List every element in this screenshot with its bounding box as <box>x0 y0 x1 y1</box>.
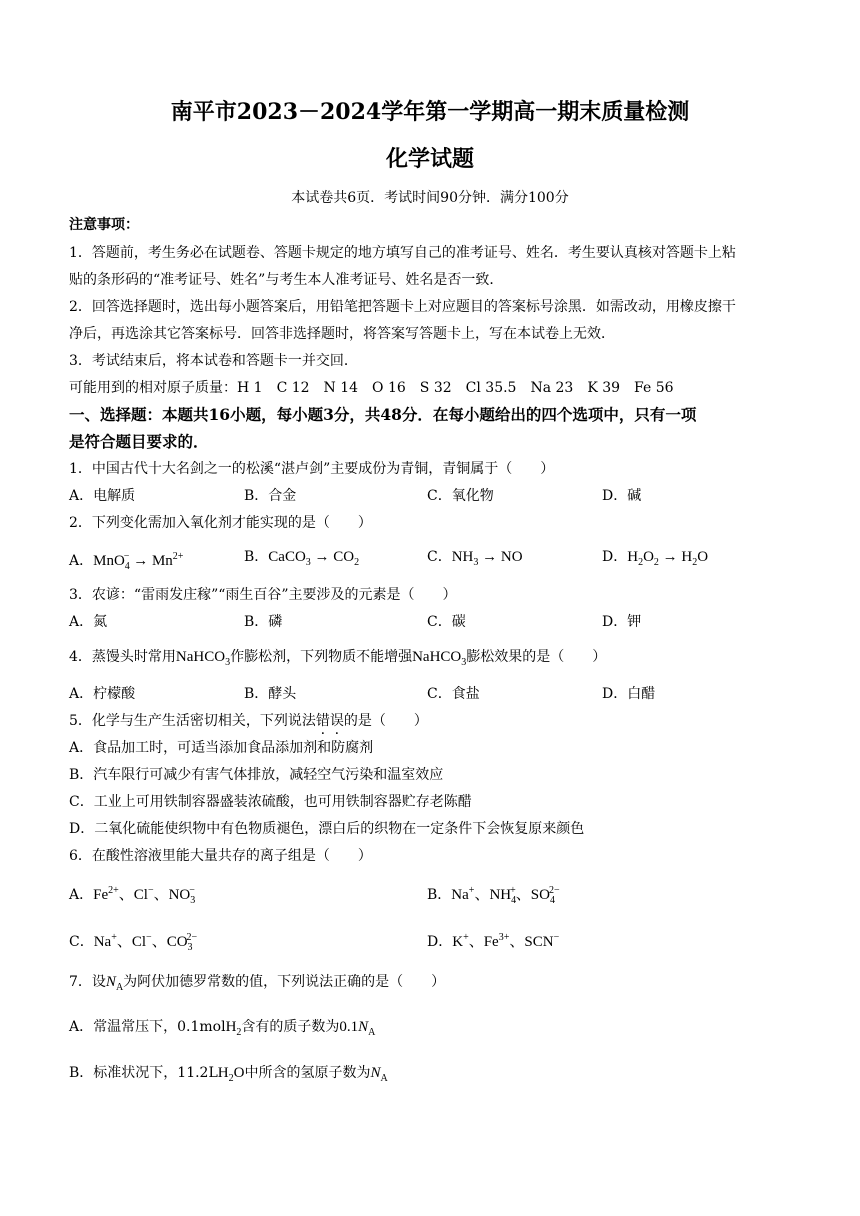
notice-heading: 注意事项： <box>69 217 139 233</box>
question-5-option-b: B．汽车限行可减少有害气体排放，减轻空气污染和温室效应 <box>69 767 444 783</box>
question-6-option-b: B．Na+、$NH_4^+$、$SO_4^{2-}$ <box>427 885 560 906</box>
question-7-stem: 7．设$N_A$为阿伏加德罗常数的值，下列说法正确的是（ ） <box>69 974 446 993</box>
question-2-option-b: B．CaCO$_3$ → $CO_2$ <box>244 549 360 568</box>
question-6-option-d: D．K+、$Fe^{3+}$、SCN− <box>427 932 560 950</box>
question-4-option-b: B．酵头 <box>244 686 297 702</box>
question-7-option-a: A．常温常压下，0.1molH$_2$含有的质子数为$0.1N_A$ <box>69 1019 376 1038</box>
atomic-masses: 可能用到的相对原子质量：H 1 C 12 N 14 O 16 S 32 Cl 35.5 Na 23 K 39 Fe 56 <box>69 380 674 396</box>
question-3-option-a: A．氮 <box>69 614 108 630</box>
exam-subtitle: 化学试题 <box>385 146 474 172</box>
question-4-option-a: A．柠檬酸 <box>69 686 136 702</box>
question-7-option-b: B．标准状况下，$11.2LH_2O$中所含的氢原子数为$N_A$ <box>69 1065 388 1084</box>
question-1-option-d: D．碱 <box>602 488 642 504</box>
notice-item-2: 2．回答选择题时，选出每小题答案后，用铅笔把答题卡上对应题目的答案标号涂黑．如需改动，用橡皮擦干 <box>69 299 736 315</box>
exam-title: 南平市2023－2024学年第一学期高一期末质量检测 <box>170 99 690 125</box>
section-heading-cont: 是符合题目要求的． <box>69 432 209 451</box>
question-2-option-c: C．$NH_3$ → NO <box>427 549 523 568</box>
question-3-option-b: B．磷 <box>244 614 283 630</box>
emphasis-mark: 错 <box>315 713 330 729</box>
emphasis-mark: 误 <box>329 713 344 729</box>
question-2-option-d: D．$H_2O_2 \to H_2O$ <box>602 549 709 568</box>
question-5-option-d: D．二氧化硫能使织物中有色物质褪色，漂白后的织物在一定条件下会恢复原来颜色 <box>69 821 585 837</box>
question-2-stem: 2．下列变化需加入氧化剂才能实现的是（ ） <box>69 515 372 531</box>
question-6-option-a: A．$Fe^{2+}$、Cl−、$NO_3^-$ <box>69 885 196 906</box>
question-1-option-c: C．氧化物 <box>427 488 494 504</box>
question-4-option-c: C．食盐 <box>427 686 480 702</box>
notice-item-1: 1．答题前，考生务必在试题卷、答题卡规定的地方填写自己的准考证号、姓名．考生要认真核对答题卡上粘 <box>69 245 736 261</box>
question-1-option-a: A．电解质 <box>69 488 136 504</box>
question-4-option-d: D．白醋 <box>602 686 656 702</box>
question-6-stem: 6．在酸性溶液里能大量共存的离子组是（ ） <box>69 848 372 864</box>
notice-item-1-cont: 贴的条形码的“准考证号、姓名”与考生本人准考证号、姓名是否一致． <box>69 272 504 288</box>
question-1-option-b: B．合金 <box>244 488 297 504</box>
question-2-option-a: A．$MnO_4^- \to Mn^{2+}$ <box>69 551 184 572</box>
question-3-stem: 3．农谚：“雷雨发庄稼”“雨生百谷”主要涉及的元素是（ ） <box>69 587 457 603</box>
question-3-option-c: C．碳 <box>427 614 466 630</box>
section-heading: 一、选择题：本题共16小题，每小题3分，共48分．在每小题给出的四个选项中，只有一项 <box>69 405 697 424</box>
notice-item-2-cont: 净后，再选涂其它答案标号．回答非选择题时，将答案写答题卡上，写在本试卷上无效． <box>69 326 615 342</box>
question-4-stem: 4．蒸馒头时常用NaHCO$_3$作膨松剂，下列物质不能增强NaHCO$_3$膨松效果的是（ ） <box>69 649 607 668</box>
question-3-option-d: D．钾 <box>602 614 642 630</box>
question-5-option-c: C．工业上可用铁制容器盛装浓硫酸，也可用铁制容器贮存老陈醋 <box>69 794 472 810</box>
question-6-option-c: C．Na+、Cl−、$CO_3^{2-}$ <box>69 932 198 953</box>
question-5-stem: 5．化学与生产生活密切相关，下列说法错误的是（ ） <box>69 713 428 729</box>
notice-item-3: 3．考试结束后，将本试卷和答题卡一并交回． <box>69 353 358 369</box>
question-5-option-a: A．食品加工时，可适当添加食品添加剂和防腐剂 <box>69 740 374 756</box>
exam-info: 本试卷共6页．考试时间90分钟．满分100分 <box>291 190 569 206</box>
question-1-stem: 1．中国古代十大名剑之一的松溪“湛卢剑”主要成份为青铜，青铜属于（ ） <box>69 461 555 477</box>
